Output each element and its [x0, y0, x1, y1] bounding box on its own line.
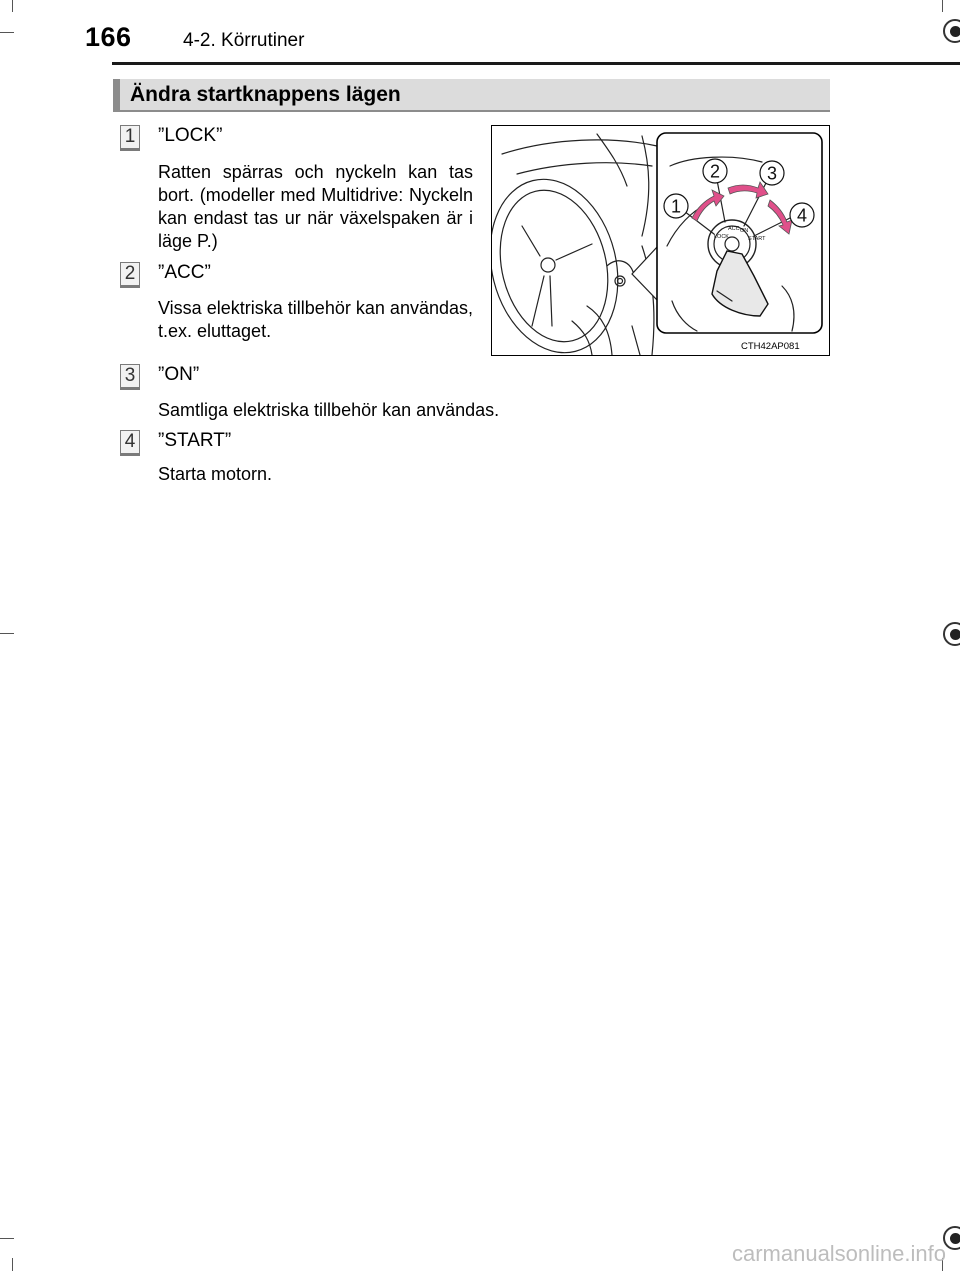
item-body-lock: Ratten spärras och nyckeln kan tas bort. (modeller med Multidrive: Nyckeln kan endast tas ur när växelspaken är i läge P.): [158, 162, 473, 251]
callout-1: 1: [670, 196, 682, 217]
dial-label-start: START: [748, 236, 766, 242]
item-body-start: Starta motorn.: [158, 464, 273, 484]
dial-label-lock: LOCK: [714, 234, 729, 240]
item-body-on: Samtliga elektriska tillbehör kan användas.: [158, 400, 500, 420]
steering-wheel-ignition-drawing: [492, 126, 829, 355]
section-title: Ändra startknappens lägen: [130, 83, 401, 106]
item-title-acc: ”ACC”: [158, 262, 211, 283]
watermark: carmanualsonline.info: [731, 1241, 946, 1266]
item-title-lock: ”LOCK”: [158, 125, 223, 146]
figure-caption: CTH42AP081: [741, 341, 800, 352]
chapter-title: 4-2. Körrutiner: [183, 30, 305, 51]
header-rule: [112, 62, 960, 65]
callout-3: 3: [766, 163, 778, 184]
item-title-on: ”ON”: [158, 364, 200, 385]
section-heading-bar: [113, 79, 830, 112]
item-number-badge: 4: [120, 430, 140, 456]
crop-mark: [942, 0, 943, 12]
item-title-start: ”START”: [158, 430, 232, 451]
crop-mark: [0, 32, 14, 33]
crop-mark: [0, 633, 14, 634]
item-number-badge: 3: [120, 364, 140, 390]
callout-4: 4: [796, 205, 808, 226]
crop-mark: [12, 0, 13, 12]
item-number-badge: 2: [120, 262, 140, 288]
crop-mark: [12, 1258, 13, 1271]
ignition-illustration: [491, 125, 830, 356]
page-number: 166: [85, 22, 132, 52]
dial-label-on: ON: [740, 228, 749, 234]
callout-2: 2: [709, 161, 721, 182]
crop-mark: [0, 1238, 14, 1239]
section-bar-accent: [113, 79, 120, 110]
registration-mark-icon: [943, 622, 960, 646]
item-body-acc: Vissa elektriska tillbehör kan användas, t.ex. eluttaget.: [158, 298, 473, 341]
dial-label-acc: ACC: [728, 226, 740, 232]
registration-mark-icon: [943, 19, 960, 43]
item-number-badge: 1: [120, 125, 140, 151]
